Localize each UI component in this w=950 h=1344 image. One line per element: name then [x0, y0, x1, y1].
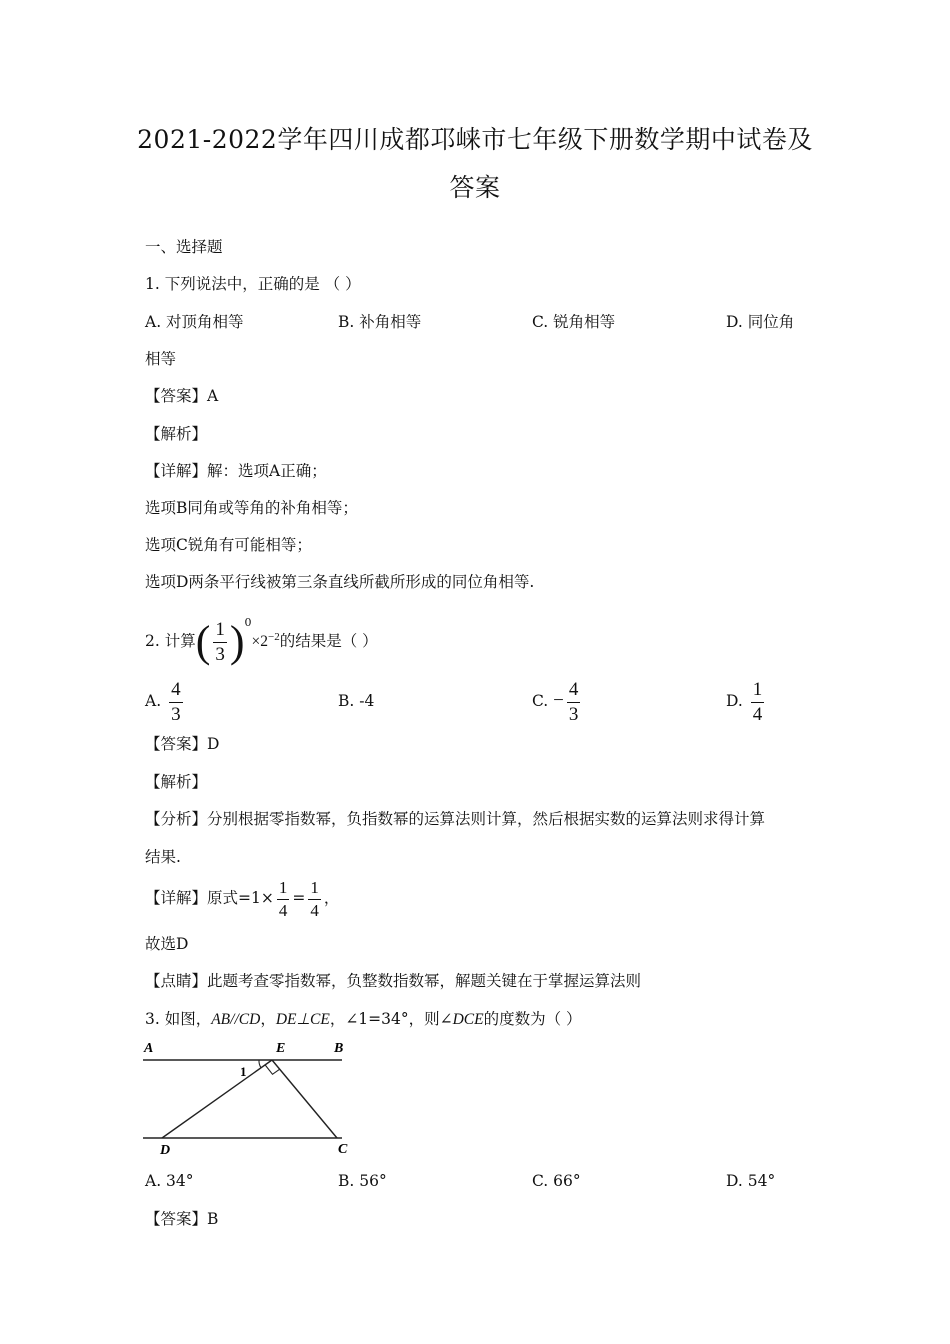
q2-option-c-label: C. [532, 692, 549, 710]
q3-option-c: C. 66° [532, 1172, 581, 1190]
q2-option-d [726, 679, 767, 725]
q1-option-d: D. 同位角 [726, 313, 795, 331]
segment-ed [162, 1060, 272, 1138]
q3-option-a: A. 34° [145, 1172, 194, 1190]
right-paren: ) [229, 617, 245, 667]
q2-dianjing: 【点睛】此题考查零指数幂，负整数指数幂，解题关键在于掌握运算法则 [145, 972, 642, 990]
q3-option-d: D. 54° [726, 1172, 776, 1190]
label-angle-1: 1 [240, 1064, 247, 1079]
q2-detail-suffix: ， [323, 889, 340, 907]
q2-detail-frac1 [277, 879, 290, 920]
q2-exp-neg: −2 [268, 631, 280, 643]
q2-choose: 故选D [145, 935, 189, 953]
q2-detail-frac2 [308, 879, 321, 920]
q1-option-c: C. 锐角相等 [532, 313, 616, 331]
q2-option-d-num: 1 [751, 680, 765, 703]
section-heading: 一、选择题 [145, 238, 223, 256]
angle-1-arc [259, 1060, 261, 1068]
q3-stem [145, 1008, 582, 1031]
q1-stem: 1. 下列说法中，正确的是 （ ） [145, 275, 361, 293]
q2-option-d-fraction [751, 680, 765, 725]
q2-fenxi: 【分析】分别根据零指数幂，负指数幂的运算法则计算，然后根据实数的运算法则求得计算 [145, 810, 766, 828]
q2-exp-zero: 0 [244, 616, 252, 629]
q2-option-c-den: 3 [568, 703, 579, 725]
q2-answer: 【答案】D [145, 735, 220, 753]
q1-detail-d: 选项D两条平行线被第三条直线所截所形成的同位角相等. [145, 573, 535, 591]
label-b: B [334, 1041, 344, 1056]
label-e: E [276, 1041, 286, 1056]
q1-detail: 【详解】解：选项A正确； [145, 462, 327, 480]
q2-detail [145, 876, 339, 920]
q2-fenxi-wrap: 结果. [145, 848, 181, 866]
q2-suffix: 的结果是（ ） [279, 632, 378, 651]
q1-analysis: 【解析】 [145, 425, 208, 443]
q2-detail-den2: 4 [310, 900, 319, 920]
q2-analysis: 【解析】 [145, 773, 208, 791]
q3-answer: 【答案】B [145, 1210, 219, 1228]
q2-option-a-den: 3 [171, 703, 181, 725]
title-line-1: 2021-2022学年四川成都邛崃市七年级下册数学期中试卷及 [137, 125, 813, 154]
q3-comma1: ， [260, 1010, 276, 1028]
q2-option-a-label: A. [145, 692, 162, 710]
segment-ec [272, 1060, 337, 1138]
q2-detail-num2: 1 [308, 879, 321, 900]
q3-ab-cd: AB//CD [211, 1011, 261, 1028]
q2-option-d-label: D. [726, 692, 743, 710]
q2-option-d-den: 4 [752, 703, 763, 725]
q2-option-b: B. -4 [338, 692, 375, 710]
q2-base-fraction [213, 620, 227, 665]
q2-base-den: 3 [215, 643, 225, 665]
q2-stem [145, 612, 378, 667]
q2-option-a-num: 4 [169, 680, 183, 703]
q2-option-c-num: 4 [567, 680, 581, 703]
q1-detail-c: 选项C锐角有可能相等； [145, 536, 312, 554]
q2-detail-num1: 1 [277, 879, 290, 900]
q2-option-c-sign: − [553, 690, 564, 711]
label-a: A [144, 1041, 154, 1056]
q2-base-num: 1 [213, 620, 227, 643]
label-c: C [338, 1142, 348, 1157]
q2-detail-eq: = [292, 889, 306, 907]
q2-option-c [532, 679, 583, 725]
left-paren: ( [195, 617, 211, 667]
q3-stem-prefix: 3. 如图， [145, 1010, 212, 1028]
q1-option-a: A. 对顶角相等 [145, 313, 244, 331]
q2-option-c-fraction [567, 680, 581, 725]
q3-comma2: ，∠1=34°，则∠ [329, 1010, 453, 1028]
q3-stem-suffix: 的度数为（ ） [483, 1010, 582, 1028]
q2-detail-prefix: 【详解】原式=1× [145, 889, 274, 907]
label-d: D [160, 1143, 171, 1158]
q1-answer: 【答案】A [145, 387, 219, 405]
q1-option-b: B. 补角相等 [338, 313, 422, 331]
q3-dce: DCE [452, 1011, 484, 1028]
q3-figure [140, 1036, 360, 1158]
q2-option-a [145, 679, 186, 725]
q2-detail-den1: 4 [278, 900, 288, 920]
q1-option-d-wrap: 相等 [145, 350, 177, 368]
q2-option-a-fraction [169, 680, 183, 725]
q3-option-b: B. 56° [338, 1172, 387, 1190]
title-line-2: 答案 [449, 173, 501, 202]
q3-de-ce: DE⊥CE [275, 1011, 330, 1028]
q1-detail-b: 选项B同角或等角的补角相等； [145, 499, 358, 517]
q2-times: ×2 [251, 633, 269, 651]
q2-prefix: 2. 计算 [145, 632, 196, 651]
